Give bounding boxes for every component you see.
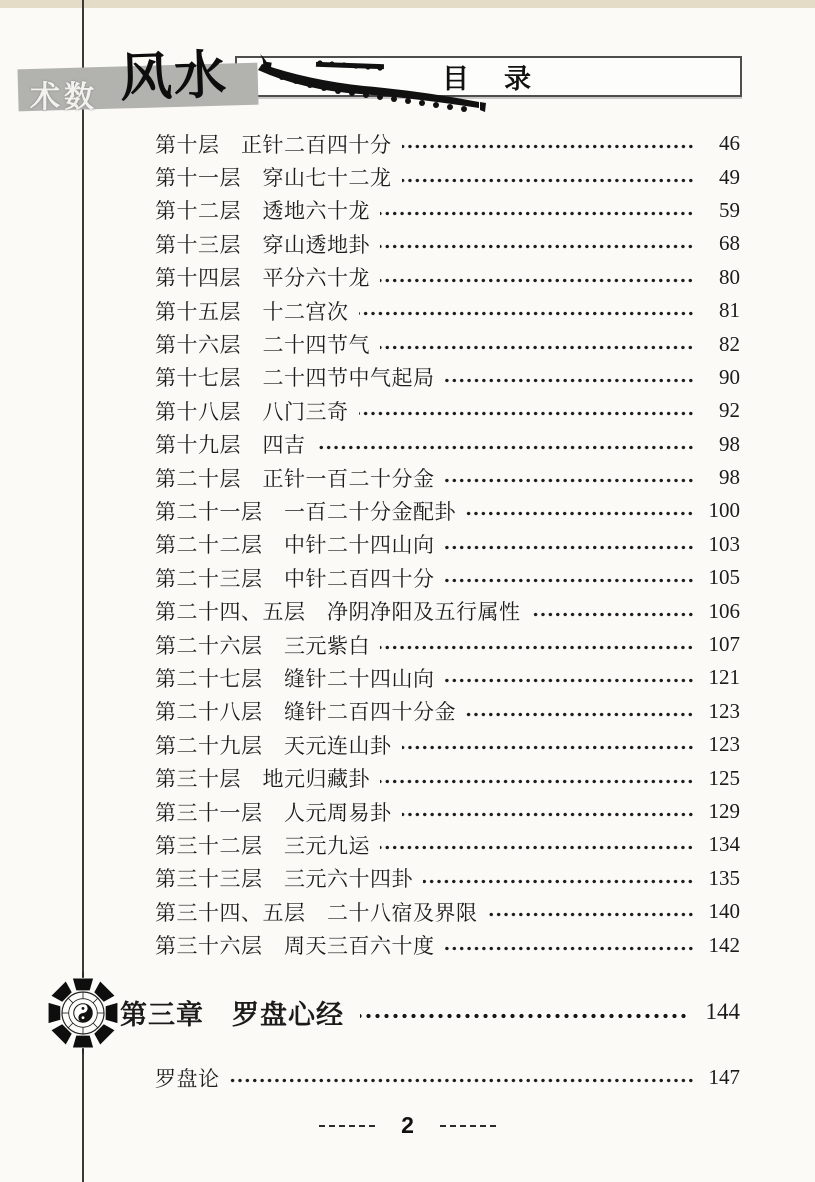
toc-entry-page: 98	[719, 431, 740, 456]
toc-entry-label: 第二十一层 一百二十分金配卦	[155, 499, 456, 524]
scan-edge-strip	[0, 0, 815, 8]
dotted-leader	[380, 276, 694, 285]
toc-list	[155, 127, 740, 962]
dotted-leader	[445, 676, 695, 685]
chapter-heading-row	[120, 991, 740, 1033]
toc-entry	[155, 594, 740, 627]
toc-entry	[155, 227, 740, 260]
toc-entry-label: 第三十层 地元归藏卦	[155, 767, 370, 792]
toc-entry	[155, 795, 740, 828]
dotted-leader	[380, 242, 694, 251]
toc-entry-label: 第二十四、五层 净阴净阳及五行属性	[155, 600, 521, 625]
dotted-leader	[402, 810, 695, 819]
toc-entry-page: 147	[708, 1065, 740, 1089]
toc-entry-page: 49	[719, 164, 740, 189]
toc-entry	[155, 728, 740, 761]
toc-entry	[155, 862, 740, 895]
luopan-compass-icon	[41, 971, 125, 1055]
toc-entry-label: 第十层 正针二百四十分	[155, 132, 392, 157]
toc-entry-label: 第十六层 二十四节气	[155, 333, 370, 358]
toc-entry	[155, 294, 740, 327]
toc-entry	[155, 761, 740, 794]
toc-entry-page: 105	[708, 565, 740, 590]
toc-entry-label: 第十二层 透地六十龙	[155, 199, 370, 224]
dotted-leader	[380, 643, 694, 652]
toc-entry-label: 第二十九层 天元连山卦	[155, 733, 392, 758]
toc-entry-label: 第十五层 十二宫次	[155, 299, 349, 324]
toc-entry-label: 第三十二层 三元九运	[155, 833, 370, 858]
toc-entry-page: 121	[708, 665, 740, 690]
toc-entry-page: 90	[719, 364, 740, 389]
page-title: 目 录	[442, 64, 535, 94]
toc-entry	[155, 394, 740, 427]
toc-entry	[155, 461, 740, 494]
dotted-leader	[359, 409, 695, 418]
toc-entry-label: 第二十八层 缝针二百四十分金	[155, 700, 456, 725]
toc-entry	[155, 261, 740, 294]
toc-entry-label: 第三十三层 三元六十四卦	[155, 867, 413, 892]
dotted-leader	[445, 576, 695, 585]
toc-entry	[155, 194, 740, 227]
toc-entry	[155, 928, 740, 961]
toc-extra-row	[155, 1061, 740, 1094]
toc-entry-page: 107	[708, 632, 740, 657]
dotted-leader	[423, 877, 694, 886]
toc-entry-label: 第二十三层 中针二百四十分	[155, 566, 435, 591]
toc-entry-label: 第十一层 穿山七十二龙	[155, 166, 392, 191]
dotted-leader	[445, 476, 695, 485]
toc-entry-page: 129	[708, 799, 740, 823]
toc-entry-page: 142	[708, 932, 740, 957]
toc-entry	[155, 160, 740, 193]
toc-entry	[155, 327, 740, 360]
toc-entry	[155, 127, 740, 160]
toc-entry-page: 106	[708, 598, 740, 623]
dotted-leader	[402, 142, 695, 151]
toc-entry-page: 81	[719, 298, 740, 323]
logo-small-text: 术数	[30, 81, 98, 114]
dotted-leader	[466, 710, 694, 719]
toc-entry-label: 第十三层 穿山透地卦	[155, 232, 370, 257]
chapter-title: 第三章 罗盘心经	[120, 999, 344, 1030]
toc-entry	[155, 628, 740, 661]
dotted-leader	[488, 910, 695, 919]
toc-entry-page: 80	[719, 264, 740, 289]
toc-entry-label: 第二十层 正针一百二十分金	[155, 466, 435, 491]
logo-big-text: 风水	[119, 47, 229, 108]
dotted-leader	[466, 509, 694, 518]
toc-entry-page: 59	[719, 197, 740, 222]
toc-entry-page: 140	[708, 899, 740, 924]
toc-entry-label: 第二十二层 中针二十四山向	[155, 533, 435, 558]
toc-entry-label: 第三十四、五层 二十八宿及界限	[155, 900, 478, 925]
dotted-leader	[316, 443, 695, 452]
toc-entry-page: 135	[708, 865, 740, 890]
toc-entry	[155, 428, 740, 461]
toc-entry-page: 123	[708, 732, 740, 757]
toc-entry	[155, 695, 740, 728]
toc-entry	[155, 361, 740, 394]
toc-entry	[155, 494, 740, 527]
dotted-leader	[380, 343, 694, 352]
toc-entry	[155, 895, 740, 928]
toc-entry-page: 103	[708, 531, 740, 556]
toc-entry-page: 125	[708, 765, 740, 790]
dotted-leader	[445, 543, 695, 552]
toc-entry	[155, 528, 740, 561]
dotted-leader	[445, 944, 695, 953]
dotted-leader	[359, 309, 695, 318]
toc-entry-label: 第十四层 平分六十龙	[155, 266, 370, 291]
toc-entry	[155, 561, 740, 594]
dotted-leader	[230, 1076, 695, 1085]
toc-entry	[155, 828, 740, 861]
footer-dash-left	[319, 1125, 375, 1127]
toc-entry	[155, 661, 740, 694]
dotted-leader	[402, 176, 695, 185]
toc-entry-label: 第三十六层 周天三百六十度	[155, 934, 435, 959]
dotted-leader	[402, 743, 695, 752]
folio-page-number: 2	[401, 1112, 414, 1138]
chinese-roof-icon	[254, 50, 494, 114]
toc-entry-page: 134	[708, 832, 740, 857]
toc-entry-page: 92	[719, 398, 740, 423]
page-footer	[0, 1112, 815, 1139]
toc-entry-page: 100	[708, 498, 740, 523]
toc-entry-label: 第二十六层 三元紫白	[155, 633, 370, 658]
toc-entry-label: 第三十一层 人元周易卦	[155, 800, 392, 825]
series-logo	[16, 47, 486, 116]
dotted-leader	[531, 610, 695, 619]
toc-entry-label: 罗盘论	[155, 1066, 220, 1091]
dotted-leader	[380, 777, 694, 786]
toc-entry-label: 第二十七层 缝针二十四山向	[155, 666, 435, 691]
toc-entry-label: 第十七层 二十四节中气起局	[155, 366, 435, 391]
dotted-leader	[445, 376, 695, 385]
toc-entry-label: 第十九层 四吉	[155, 433, 306, 458]
toc-entry-page: 123	[708, 698, 740, 723]
toc-entry-page: 82	[719, 331, 740, 356]
toc-entry-page: 46	[719, 131, 740, 156]
dotted-leader	[380, 209, 694, 218]
dotted-leader	[380, 843, 694, 852]
chapter-page-number: 144	[705, 999, 740, 1024]
dotted-leader	[360, 1011, 688, 1021]
toc-entry-page: 98	[719, 465, 740, 490]
toc-entry-label: 第十八层 八门三奇	[155, 399, 349, 424]
toc-entry-page: 68	[719, 231, 740, 256]
footer-dash-right	[440, 1125, 496, 1127]
